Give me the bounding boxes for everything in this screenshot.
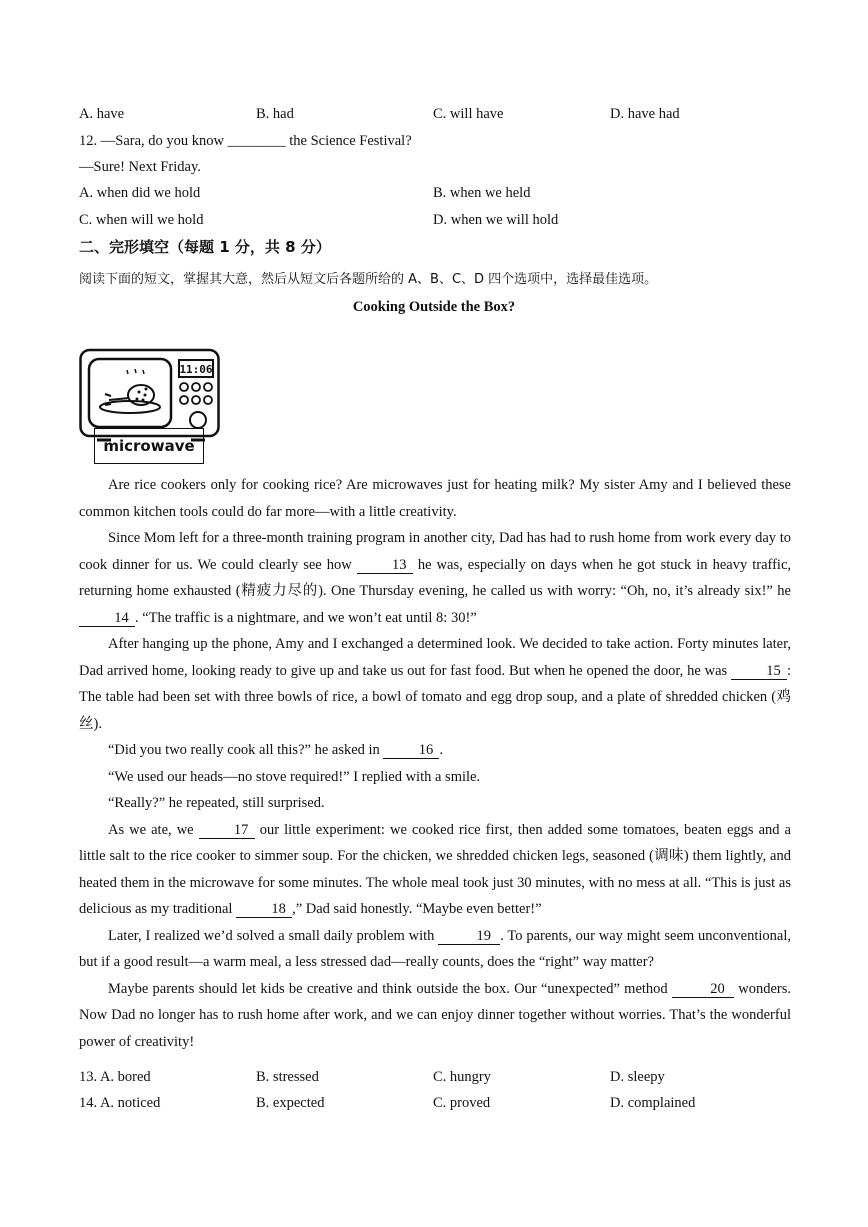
q12-option-d[interactable]: D. when we will hold bbox=[433, 212, 559, 228]
blank-13[interactable]: 13 bbox=[357, 557, 413, 574]
q11-option-b[interactable]: B. had bbox=[256, 106, 294, 122]
blank-19[interactable]: 19 bbox=[438, 928, 500, 945]
q11-options bbox=[79, 103, 791, 125]
q12-stem: 12. —Sara, do you know ________ the Science Festival? bbox=[79, 133, 412, 149]
q12-options-row1 bbox=[79, 182, 791, 204]
section-title: 二、完形填空（每题 1 分，共 8 分） bbox=[79, 238, 331, 256]
q14-option-b[interactable]: B. expected bbox=[256, 1095, 325, 1111]
paragraph-2: Since Mom left for a three-month training program in another city, Dad has had to rush home from work every day to cook dinner for us. We could clearly see how 13 he was, especially on days when he got stuck in heavy traffic, returning home exhausted (精疲力尽的). One Thursday evening, he called us with worry: “Oh, no, it’s already six!” he 14 . “The traffic is a nightmare, and we won’t eat until 8: 30!” bbox=[79, 530, 791, 626]
blank-20[interactable]: 20 bbox=[672, 981, 734, 998]
q12-option-c[interactable]: C. when will we hold bbox=[79, 212, 204, 228]
blank-14[interactable]: 14 bbox=[79, 610, 135, 627]
q14-option-d[interactable]: D. complained bbox=[610, 1095, 696, 1111]
paragraph-8: Later, I realized we’d solved a small daily problem with 19 . To parents, our way might seem unconventional, but if a good result—a warm meal, a less stressed dad—really counts, does the “right” way matter? bbox=[79, 927, 791, 970]
blank-15[interactable]: 15 bbox=[731, 663, 787, 680]
q13-option-d[interactable]: D. sleepy bbox=[610, 1069, 665, 1085]
q14-option-a[interactable]: 14. A. noticed bbox=[79, 1095, 161, 1111]
paragraph-5: “We used our heads—no stove required!” I replied with a smile. bbox=[108, 768, 481, 785]
q11-option-a[interactable]: A. have bbox=[79, 106, 125, 122]
paragraph-6: “Really?” he repeated, still surprised. bbox=[108, 795, 325, 811]
paragraph-3: After hanging up the phone, Amy and I exchanged a determined look. We decided to take action. Forty minutes later, Dad arrived home, looking ready to give up and take us out for fast food. But when he opened the door, he was 15 : The table had been set with three bowls of rice, a bowl of tomato and egg drop soup, and a plate of shredded chicken (鸡丝). bbox=[79, 636, 791, 732]
q13-option-c[interactable]: C. hungry bbox=[433, 1069, 491, 1085]
q14-option-c[interactable]: C. proved bbox=[433, 1095, 491, 1111]
q13-options bbox=[79, 1066, 791, 1088]
paragraph-7: As we ate, we 17 our little experiment: we cooked rice first, then added some tomatoes, beaten eggs and a little salt to the rice cooker to simmer soup. For the chicken, we shredded chicken legs, seasoned (调味) them lightly, and heated them in the microwave for some minutes. The whole meal took just 30 minutes, with no mess at all. “This is just as delicious as my traditional 18 ,” Dad said honestly. “Maybe even better!” bbox=[79, 821, 791, 917]
paragraph-9: Maybe parents should let kids be creative and think outside the box. Our “unexpected” method 20 wonders. Now Dad no longer has to rush home after work, and we can enjoy dinner together without worries. That’s the wonderful power of creativity! bbox=[79, 980, 791, 1050]
q12-options-row2 bbox=[79, 209, 791, 231]
paragraph-1: Are rice cookers only for cooking rice? Are microwaves just for heating milk? My sister Amy and I believed these common kitchen tools could do far more—with a little creativity. bbox=[79, 477, 791, 520]
q12-option-a[interactable]: A. when did we hold bbox=[79, 185, 201, 201]
q13-option-a[interactable]: 13. A. bored bbox=[79, 1069, 151, 1085]
q11-option-d[interactable]: D. have had bbox=[610, 106, 680, 122]
blank-18[interactable]: 18 bbox=[236, 901, 292, 918]
q12-option-b[interactable]: B. when we held bbox=[433, 185, 531, 201]
q13-option-b[interactable]: B. stressed bbox=[256, 1069, 319, 1085]
microwave-label: microwave bbox=[94, 428, 204, 464]
microwave-clock: 11:06 bbox=[179, 363, 213, 376]
blank-16[interactable]: 16 bbox=[383, 742, 439, 759]
q12-reply: —Sure! Next Friday. bbox=[79, 159, 201, 175]
blank-17[interactable]: 17 bbox=[199, 822, 255, 839]
passage-title: Cooking Outside the Box? bbox=[352, 299, 516, 315]
q14-options bbox=[79, 1092, 791, 1114]
paragraph-4: “Did you two really cook all this?” he asked in 16 . bbox=[108, 742, 444, 758]
section-instruction: 阅读下面的短文，掌握其大意，然后从短文后各题所给的 A、B、C、D 四个选项中，选择最佳选项。 bbox=[79, 272, 658, 287]
q11-option-c[interactable]: C. will have bbox=[433, 106, 504, 122]
passage-body bbox=[79, 472, 791, 1055]
